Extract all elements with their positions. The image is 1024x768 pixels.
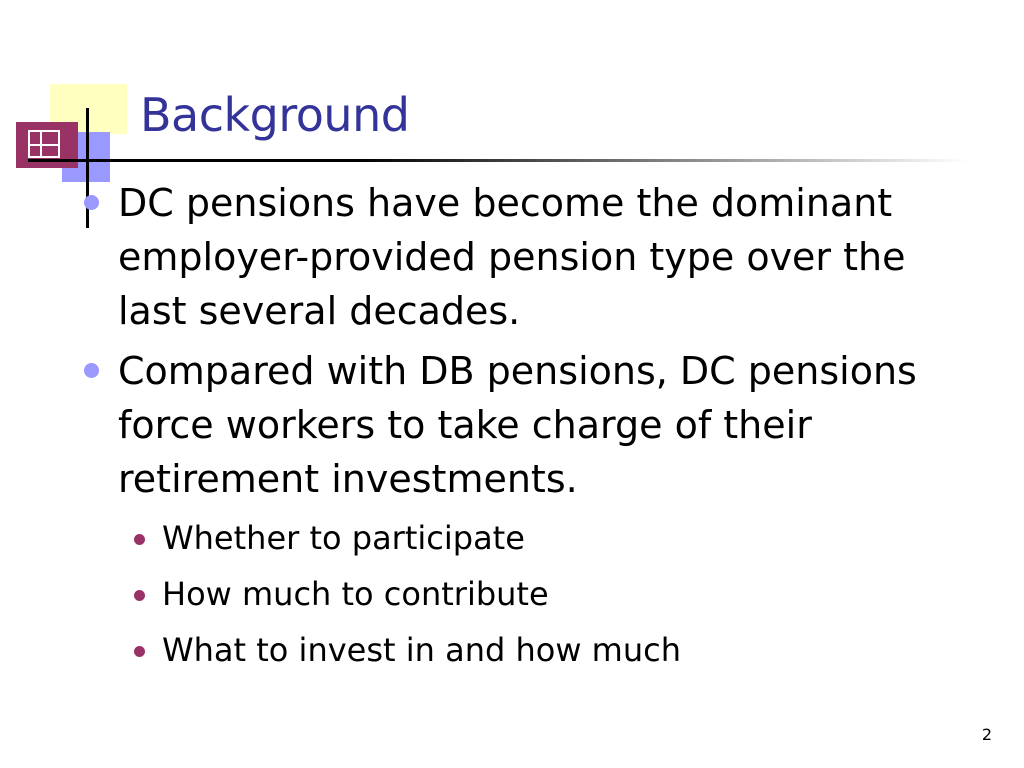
sub-bullet-item	[118, 510, 978, 566]
sub-bullet-dot-icon	[134, 534, 145, 545]
sub-bullet-text: How much to contribute	[162, 575, 549, 613]
bullet-text: DC pensions have become the dominant employer-provided pension type over the last several decades.	[118, 181, 906, 333]
sub-bullet-text: What to invest in and how much	[162, 631, 681, 669]
bullet-text: Compared with DB pensions, DC pensions force workers to take charge of their retirement investments.	[118, 349, 917, 501]
sub-bullet-dot-icon	[134, 590, 145, 601]
logo-window-transom	[28, 144, 60, 146]
sub-bullet-text: Whether to participate	[162, 519, 525, 557]
slide-body	[78, 176, 978, 684]
bullet-item	[78, 344, 978, 678]
sub-bullet-list	[118, 510, 978, 678]
sub-bullet-item	[118, 622, 978, 678]
bullet-dot-icon	[84, 363, 99, 378]
bullet-dot-icon	[84, 195, 99, 210]
bullet-list	[78, 176, 978, 678]
sub-bullet-item	[118, 566, 978, 622]
bullet-item	[78, 176, 978, 338]
slide-number: 2	[981, 725, 992, 744]
slide-title: Background	[140, 88, 410, 142]
title-divider	[28, 159, 968, 162]
sub-bullet-dot-icon	[134, 646, 145, 657]
